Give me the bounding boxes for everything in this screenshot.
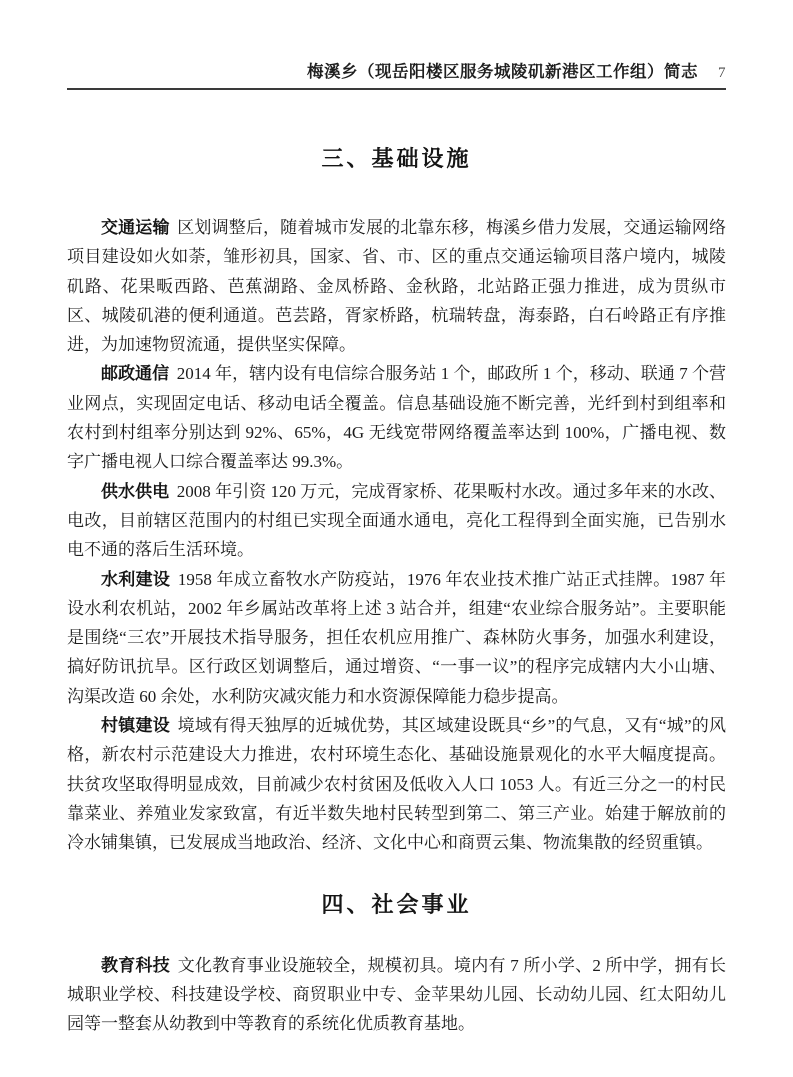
paragraph-lead-post-telecom: 邮政通信: [101, 364, 170, 384]
paragraph-water-power: [67, 477, 726, 565]
paragraph-lead-village-construction: 村镇建设: [101, 716, 170, 736]
paragraph-transport: [67, 213, 726, 359]
paragraph-text-education-science: 文化教育事业设施较全，规模初具。境内有 7 所小学、2 所中学，拥有长城职业学校、科技建设学校、商贸职业中专、金苹果幼儿园、长动幼儿园、红太阳幼儿园等一整套从幼教到中等教育的系统化优质教育基地。: [67, 955, 727, 1034]
running-head-title: 梅溪乡（现岳阳楼区服务城陵矶新港区工作组）简志: [307, 63, 698, 81]
paragraph-text-post-telecom: 2014 年，辖内设有电信综合服务站 1 个，邮政所 1 个，移动、联通 7 个营业网点，实现固定电话、移动电话全覆盖。信息基础设施不断完善，光纤到村到组率和农村到村组率分别达到 92%、65%，4G 无线宽带网络覆盖率达到 100%，广播电视、数字广播电视人口综合覆盖率达 99.3%。: [67, 364, 727, 472]
section-heading-social-affairs: 四、社会事业: [321, 891, 472, 917]
paragraph-education-science: [67, 951, 726, 1039]
paragraph-lead-transport: 交通运输: [101, 218, 170, 237]
header-rule: [67, 88, 726, 90]
page-number: 7: [718, 65, 726, 81]
paragraph-water-conservancy: [67, 565, 726, 711]
paragraph-lead-water-conservancy: 水利建设: [101, 569, 171, 589]
section-infrastructure-body: [67, 213, 726, 858]
paragraph-lead-water-power: 供水供电: [101, 481, 170, 501]
section-social-affairs-body: [67, 951, 726, 1039]
paragraph-text-water-power: 2008 年引资 120 万元，完成胥家桥、花果畈村水改。通过多年来的水改、电改，目前辖区范围内的村组已实现全面通水通电，亮化工程得到全面实施，已告别水电不通的落后生活环境。: [67, 481, 727, 560]
paragraph-text-water-conservancy: 1958 年成立畜牧水产防疫站，1976 年农业技术推广站正式挂牌。1987 年设水利农机站，2002 年乡属站改革将上述 3 站合并，组建“农业综合服务站”。主要职能是围绕“三农”开展技术指导服务，担任农机应用推广、森林防火事务，加强水利建设，搞好防讯抗旱。区行政区划调整后，通过增资、“一事一议”的程序完成辖内大小山塘、沟渠改造 60 余处，水利防灾减灾能力和水资源保障能力稳步提高。: [67, 569, 727, 706]
section-heading-infrastructure: 三、基础设施: [321, 146, 472, 171]
paragraph-post-telecom: [67, 359, 726, 476]
paragraph-lead-education-science: 教育科技: [101, 955, 171, 975]
paragraph-village-construction: [67, 711, 726, 857]
paragraph-text-transport: 区划调整后，随着城市发展的北靠东移，梅溪乡借力发展，交通运输网络项目建设如火如荼，雏形初具，国家、省、市、区的重点交通运输项目落户境内，城陵矶路、花果畈西路、芭蕉湖路、金凤桥路、金秋路，北站路正强力推进，成为贯纵市区、城陵矶港的便利通道。芭芸路，胥家桥路，杭瑞转盘，海泰路，白石岭路正有序推进，为加速物贸流通，提供坚实保障。: [67, 218, 727, 355]
paragraph-text-village-construction: 境域有得天独厚的近城优势，其区域建设既具“乡”的气息，又有“城”的风格，新农村示范建设大力推进，农村环境生态化、基础设施景观化的水平大幅度提高。扶贫攻坚取得明显成效，目前减少农村贫困及低收入人口 1053 人。有近三分之一的村民靠菜业、养殖业发家致富，有近半数失地村民转型到第二、第三产业。始建于解放前的冷水铺集镇，已发展成当地政治、经济、文化中心和商贾云集、物流集散的经贸重镇。: [67, 716, 727, 853]
running-head: [67, 0, 726, 90]
